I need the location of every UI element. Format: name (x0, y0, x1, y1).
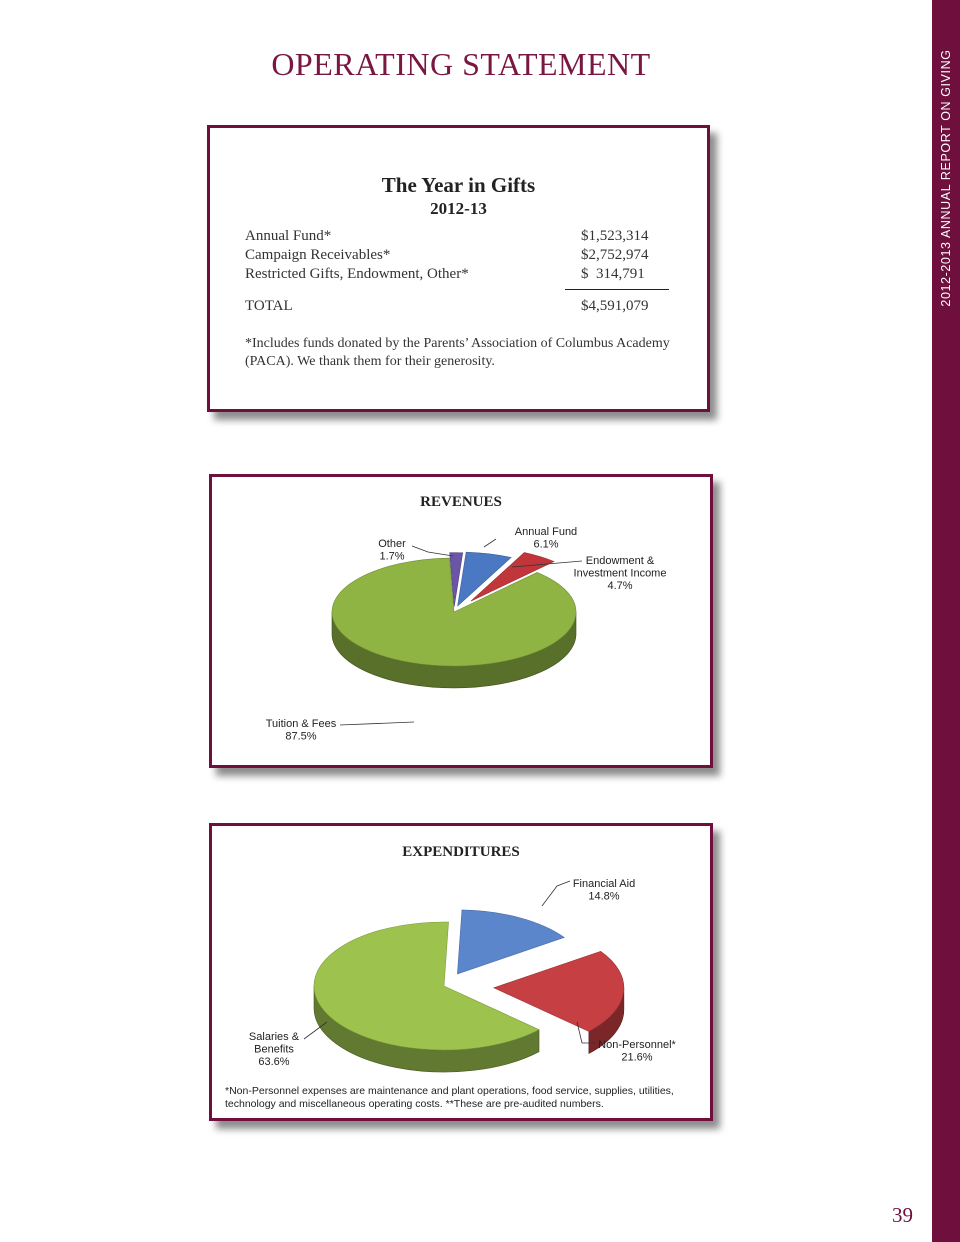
pie-slice (457, 910, 564, 974)
slice-label-annual-fund: Annual Fund 6.1% (514, 526, 578, 551)
slice-label-financial-aid: Financial Aid 14.8% (572, 878, 636, 903)
gift-row-value: $ 314,791 (581, 266, 645, 282)
expenditures-pie-chart (212, 826, 710, 1118)
gifts-title: The Year in Gifts (381, 173, 536, 197)
slice-label-other: Other 1.7% (378, 538, 406, 563)
leader-line (340, 722, 414, 725)
slice-label-endowment: Endowment & Investment Income 4.7% (573, 555, 667, 592)
slice-label-tuition: Tuition & Fees 87.5% (265, 718, 337, 743)
gift-row-value: $1,523,314 (581, 228, 649, 244)
expenditures-chart-panel (209, 823, 713, 1121)
total-label: TOTAL (245, 298, 293, 314)
revenues-pie-chart (212, 477, 710, 765)
leader-line (412, 546, 453, 556)
expenditures-chart-title: EXPENDITURES (402, 844, 520, 860)
leader-line (542, 881, 570, 906)
side-running-title: 2012-2013 ANNUAL REPORT ON GIVING (939, 49, 953, 307)
revenues-chart-panel (209, 474, 713, 768)
gift-row-label: Campaign Receivables* (245, 247, 391, 263)
page-number: 39 (892, 1203, 913, 1227)
slice-label-salaries: Salaries & Benefits 63.6% (248, 1031, 300, 1068)
expenditures-footnote: *Non-Personnel expenses are maintenance and plant operations, food service, supplies, utilities, technology and miscellaneous operating costs. **These are pre-audited numbers. (225, 1085, 674, 1110)
year-in-gifts-panel (207, 125, 710, 412)
gift-row-label: Restricted Gifts, Endowment, Other* (245, 266, 469, 282)
leader-line (484, 539, 496, 547)
revenues-chart-title: REVENUES (420, 494, 502, 510)
gift-row-label: Annual Fund* (245, 228, 332, 244)
gifts-footnote: *Includes funds donated by the Parents’ Association of Columbus Academy (PACA). We thank them for their generosity. (245, 336, 670, 369)
page-title: OPERATING STATEMENT (271, 46, 651, 82)
gift-row-value: $2,752,974 (581, 247, 649, 263)
total-value: $4,591,079 (581, 298, 649, 314)
total-rule (565, 289, 669, 290)
slice-label-non-personnel: Non-Personnel* 21.6% (598, 1039, 676, 1064)
gifts-subtitle: 2012-13 (430, 199, 487, 218)
